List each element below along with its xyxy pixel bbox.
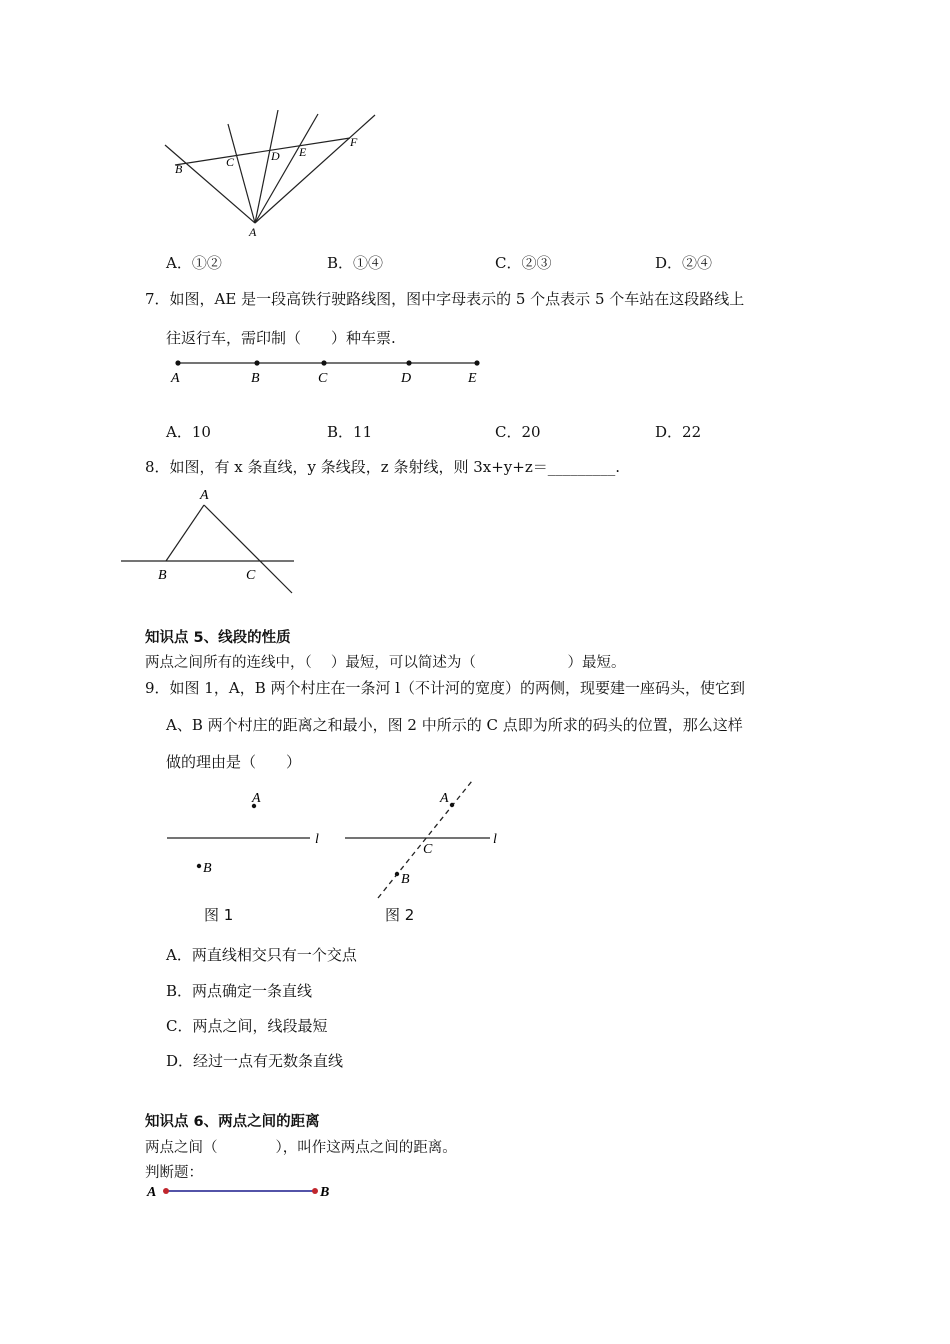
label-a: A [147, 1185, 157, 1200]
label-b: B [158, 568, 167, 583]
q9-option-c[interactable]: C．两点之间，线段最短 [166, 1017, 328, 1035]
q9-text-line2: A、B 两个村庄的距离之和最小，图 2 中所示的 C 点即为所求的码头的位置，那么这样 [166, 716, 743, 734]
q9-figure1 [167, 791, 319, 876]
q9-option-b[interactable]: B．两点确定一条直线 [166, 982, 313, 1000]
q7-option-d[interactable]: D．22 [655, 423, 702, 441]
q6-option-c[interactable]: C．②③ [495, 254, 552, 272]
q6-option-b[interactable]: B．①④ [327, 254, 384, 272]
label-a: A [200, 488, 209, 503]
label-b: B [175, 162, 183, 176]
q9-figure2 [345, 781, 497, 898]
label-e: E [299, 145, 307, 159]
ray-af [255, 115, 375, 223]
q6-option-a[interactable]: A．①② [166, 254, 222, 272]
point-b [395, 872, 399, 876]
label-b: B [251, 371, 260, 386]
section6-heading: 知识点 6、两点之间的距离 [145, 1114, 320, 1130]
point-a [450, 803, 454, 807]
label-c: C [246, 568, 256, 583]
label-a: A [252, 791, 261, 806]
point-b [254, 360, 259, 365]
q6-figure [160, 110, 390, 240]
endpoint-a [163, 1188, 169, 1194]
q7-figure [165, 355, 495, 390]
label-a: A [171, 371, 180, 386]
section5-text: 两点之间所有的连线中，（ ）最短，可以简述为（ ）最短。 [145, 655, 626, 671]
label-a: A [249, 225, 257, 239]
label-d: D [401, 371, 412, 386]
label-c: C [226, 155, 235, 169]
label-c: C [423, 842, 433, 857]
label-d: D [271, 149, 280, 163]
q6-option-d[interactable]: D．②④ [655, 254, 713, 272]
label-l: l [315, 832, 319, 847]
label-c: C [318, 371, 328, 386]
ray-ac [228, 124, 255, 223]
q9-text-line1: 9．如图 1，A，B 两个村庄在一条河 l（不计河的宽度）的两侧，现要建一座码头，使它到 [145, 679, 746, 697]
point-c [321, 360, 326, 365]
ray-ab [165, 145, 255, 223]
endpoint-b [312, 1188, 318, 1194]
q7-text-line1: 7．如图，AE 是一段高铁行驶路线图，图中字母表示的 5 个点表示 5 个车站在这段路线上 [145, 290, 745, 308]
q8-text: 8．如图，有 x 条直线，y 条线段，z 条射线，则 3x+y+z＝_________. [145, 458, 621, 476]
q7-option-c[interactable]: C．20 [495, 423, 541, 441]
point-e [474, 360, 479, 365]
q9-fig1-caption: 图 1 [204, 906, 234, 924]
ab-segment-figure [145, 1180, 345, 1202]
point-a [175, 360, 180, 365]
q9-option-a[interactable]: A．两直线相交只有一个交点 [166, 946, 357, 964]
q7-text-line2: 往返行车，需印制（ ）种车票. [166, 329, 396, 347]
label-e: E [468, 371, 477, 386]
label-a: A [440, 791, 449, 806]
section5-heading: 知识点 5、线段的性质 [145, 630, 291, 646]
q9-option-d[interactable]: D．经过一点有无数条直线 [166, 1052, 344, 1070]
dashed-ab [378, 781, 472, 898]
label-b: B [401, 872, 410, 887]
q9-fig2-caption: 图 2 [385, 906, 415, 924]
section6-text: 两点之间（ ），叫作这两点之间的距离。 [145, 1140, 457, 1156]
label-f: F [350, 135, 358, 149]
label-b: B [320, 1185, 330, 1200]
q7-option-a[interactable]: A．10 [166, 423, 211, 441]
ray-ae [255, 114, 318, 223]
q9-text-line3: 做的理由是（ ） [166, 753, 302, 771]
point-d [406, 360, 411, 365]
section6-judge-label: 判断题： [145, 1165, 203, 1181]
point-b [197, 864, 201, 868]
label-b: B [203, 861, 212, 876]
segment-ab [166, 505, 204, 561]
q8-figure [118, 485, 298, 595]
q7-option-b[interactable]: B．11 [327, 423, 373, 441]
label-l: l [493, 832, 497, 847]
